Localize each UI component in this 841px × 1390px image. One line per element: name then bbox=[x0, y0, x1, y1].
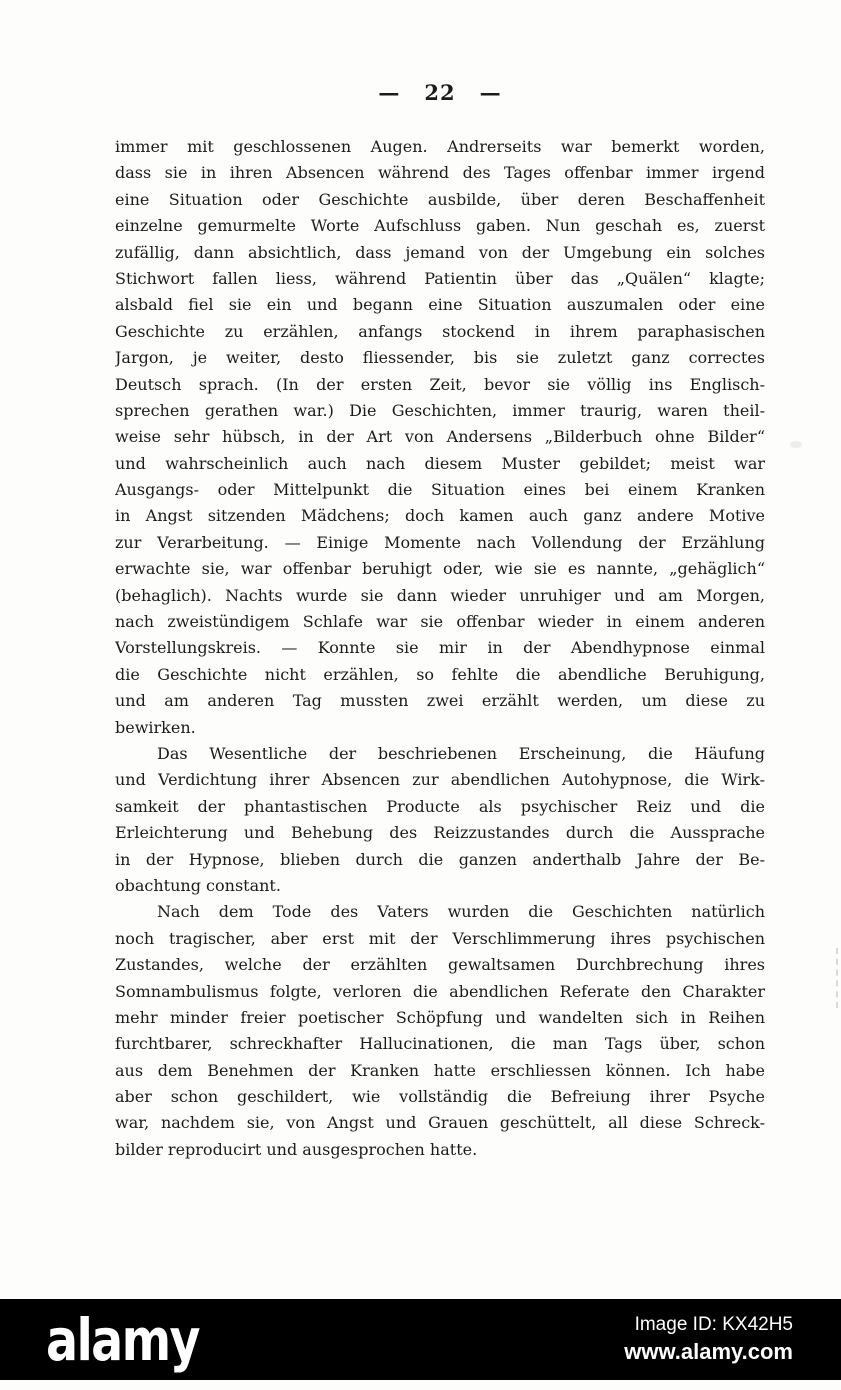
text-line: samkeit der phantastischen Producte als psychischer Reiz und die bbox=[115, 796, 765, 816]
text-line: und wahrscheinlich auch nach diesem Muster gebildet; meist war bbox=[115, 453, 765, 473]
text-line: Somnambulismus folgte, verloren die abendlichen Referate den Charakter bbox=[115, 981, 765, 1001]
text-line: aus dem Benehmen der Kranken hatte erschliessen können. Ich habe bbox=[115, 1060, 765, 1080]
text-line: Erleichterung und Behebung des Reizzustandes durch die Aussprache bbox=[115, 823, 765, 843]
text-line: Zustandes, welche der erzählten gewaltsamen Durchbrechung ihres bbox=[115, 955, 765, 975]
text-line: Deutsch sprach. (In der ersten Zeit, bevor sie völlig ins Englisch- bbox=[115, 374, 765, 394]
alamy-url: www.alamy.com bbox=[624, 1339, 793, 1364]
paragraph bbox=[115, 134, 765, 741]
text-line: in der Hypnose, blieben durch die ganzen anderthalb Jahre der Be- bbox=[115, 849, 765, 869]
text-line: bewirken. bbox=[115, 717, 196, 737]
text-line: aber schon geschildert, wie vollständig die Befreiung ihrer Psyche bbox=[115, 1087, 765, 1107]
header-dash-right: — bbox=[479, 80, 502, 105]
text-line: nach zweistündigem Schlafe war sie offenbar wieder in einem anderen bbox=[115, 612, 765, 632]
scan-artifact-dashes bbox=[836, 948, 838, 1008]
watermark-info bbox=[624, 1312, 793, 1366]
text-line: und Verdichtung ihrer Absencen zur abendlichen Autohypnose, die Wirk- bbox=[115, 770, 765, 790]
text-line: Ausgangs- oder Mittelpunkt die Situation eines bei einem Kranken bbox=[115, 480, 765, 500]
text-line: war, nachdem sie, von Angst und Grauen geschüttelt, all diese Schreck- bbox=[115, 1113, 765, 1133]
text-line: sprechen gerathen war.) Die Geschichten, immer traurig, waren theil- bbox=[115, 400, 765, 420]
text-line: Geschichte zu erzählen, anfangs stockend in ihrem paraphasischen bbox=[115, 321, 765, 341]
text-line: Jargon, je weiter, desto fliessender, bis sie zuletzt ganz correctes bbox=[115, 348, 765, 368]
text-line: Vorstellungskreis. — Konnte sie mir in der Abendhypnose einmal bbox=[115, 638, 765, 658]
alamy-logo: alamy bbox=[46, 1306, 199, 1374]
text-line: die Geschichte nicht erzählen, so fehlte die abendliche Beruhigung, bbox=[115, 664, 765, 684]
page-number-header bbox=[115, 80, 765, 105]
text-line: weise sehr hübsch, in der Art von Andersens „Bilderbuch ohne Bilder“ bbox=[115, 427, 765, 447]
image-id-label: Image ID: KX42H5 bbox=[634, 1314, 793, 1335]
scan-artifact-smudge bbox=[790, 441, 802, 448]
alamy-watermark-bar bbox=[0, 1299, 841, 1380]
text-line: obachtung constant. bbox=[115, 875, 281, 895]
text-line: furchtbarer, schreckhafter Hallucinationen, die man Tags über, schon bbox=[115, 1034, 765, 1054]
text-line: mehr minder freier poetischer Schöpfung und wandelten sich in Reihen bbox=[115, 1007, 765, 1027]
text-line: noch tragischer, aber erst mit der Verschlimmerung ihres psychischen bbox=[115, 928, 765, 948]
text-line: zur Verarbeitung. — Einige Momente nach Vollendung der Erzählung bbox=[115, 532, 765, 552]
text-line: erwachte sie, war offenbar beruhigt oder, wie sie es nannte, „gehäglich“ bbox=[115, 559, 765, 579]
text-line: in Angst sitzenden Mädchens; doch kamen auch ganz andere Motive bbox=[115, 506, 765, 526]
text-line: und am anderen Tag mussten zwei erzählt werden, um diese zu bbox=[115, 691, 765, 711]
body-text bbox=[115, 134, 765, 1163]
text-line: eine Situation oder Geschichte ausbilde, über deren Beschaffenheit bbox=[115, 189, 765, 209]
text-line: Nach dem Tode des Vaters wurden die Geschichten natürlich bbox=[157, 902, 765, 922]
text-line: Stichwort fallen liess, während Patientin über das „Quälen“ klagte; bbox=[115, 268, 765, 288]
text-line: (behaglich). Nachts wurde sie dann wieder unruhiger und am Morgen, bbox=[115, 585, 765, 605]
text-line: alsbald fiel sie ein und begann eine Situation auszumalen oder eine bbox=[115, 295, 765, 315]
header-dash-left: — bbox=[378, 80, 401, 105]
text-line: immer mit geschlossenen Augen. Andrerseits war bemerkt worden, bbox=[115, 137, 765, 156]
text-line: bilder reproducirt und ausgesprochen hatte. bbox=[115, 1139, 478, 1159]
paragraph bbox=[115, 899, 765, 1163]
text-line: zufällig, dann absichtlich, dass jemand von der Umgebung ein solches bbox=[115, 242, 765, 262]
text-line: dass sie in ihren Absencen während des Tages offenbar immer irgend bbox=[115, 163, 765, 183]
text-line: einzelne gemurmelte Worte Aufschluss gaben. Nun geschah es, zuerst bbox=[115, 216, 765, 236]
page-number: 22 bbox=[424, 80, 456, 105]
text-line: Das Wesentliche der beschriebenen Erscheinung, die Häufung bbox=[157, 743, 765, 763]
paragraph bbox=[115, 741, 765, 899]
